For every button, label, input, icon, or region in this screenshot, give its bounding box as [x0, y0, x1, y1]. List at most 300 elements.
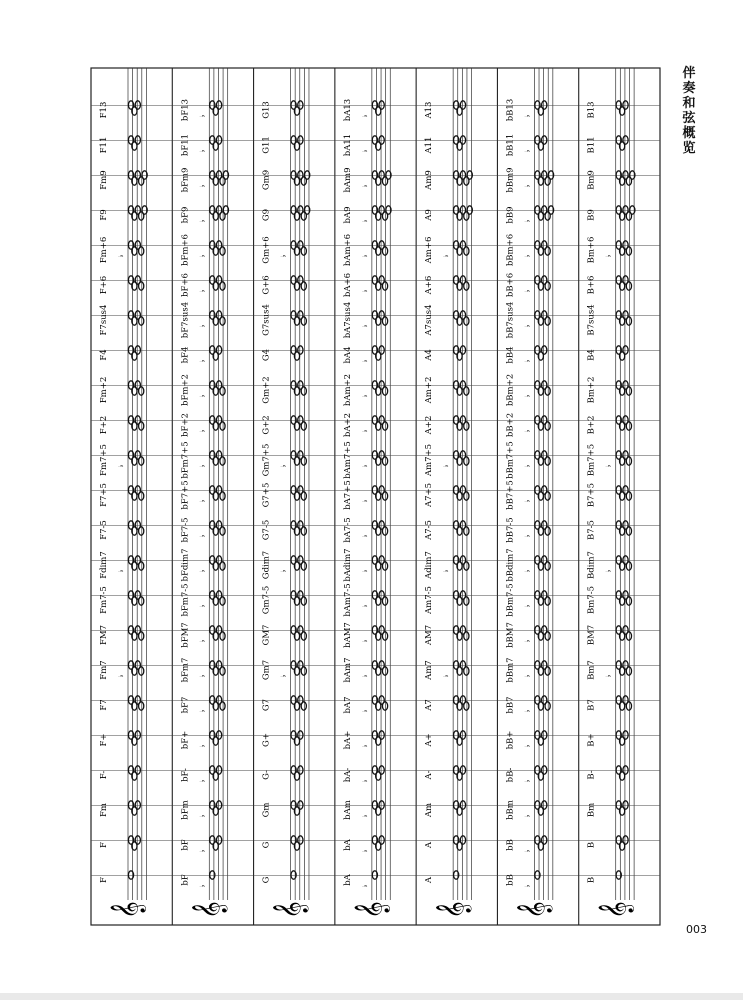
note-head: [542, 136, 547, 144]
note-head: [460, 801, 465, 809]
note-head: [545, 422, 550, 430]
chord-label: bF-: [180, 768, 191, 782]
chord-label: B9: [586, 209, 597, 221]
note-head: [220, 387, 225, 395]
chord-label: bA9: [342, 206, 353, 224]
note-head: [542, 836, 547, 844]
note-head: [545, 667, 550, 675]
chord-label: Fm7-5: [99, 586, 109, 614]
note-head: [460, 766, 465, 774]
page-side-title: 伴奏和弦概览: [682, 66, 696, 156]
note-head: [626, 422, 631, 430]
chord-label: G: [261, 876, 272, 884]
chord-label: Fdim7: [99, 551, 109, 579]
note-head: [545, 527, 550, 535]
chord-label: bA: [342, 874, 353, 886]
accidental-mark: ♭: [198, 289, 207, 293]
note-head: [135, 731, 140, 739]
note-head: [626, 632, 631, 640]
chord-label: bB7+5: [505, 480, 516, 510]
chord-label: FM7: [99, 624, 109, 646]
note-head: [216, 346, 221, 354]
note-head: [220, 317, 225, 325]
accidental-mark: ♭: [523, 604, 532, 608]
note-head: [139, 492, 144, 500]
chord-label: bA7: [342, 696, 353, 714]
accidental-mark: ♭: [360, 569, 369, 573]
note-head: [298, 801, 303, 809]
chord-label: Am+2: [424, 376, 435, 404]
chord-label: B: [586, 841, 597, 849]
accidental-mark: ♭: [523, 184, 532, 188]
chord-label: bFm9: [180, 167, 191, 193]
chord-label: bAM7: [342, 622, 353, 648]
chord-label: bAm7-5: [342, 583, 353, 617]
note-head: [464, 422, 469, 430]
chord-label: bF: [180, 874, 191, 886]
note-head: [460, 731, 465, 739]
chord-label: bFm+6: [180, 234, 191, 266]
note-head: [139, 562, 144, 570]
note-head: [464, 702, 469, 710]
chord-label: bAm: [342, 800, 353, 820]
note-head: [460, 101, 465, 109]
accidental-mark: ♭: [360, 814, 369, 818]
chord-label: bA+2: [342, 412, 353, 438]
accidental-mark: ♭: [523, 429, 532, 433]
accidental-mark: ♭: [279, 569, 288, 573]
chord-label: B: [586, 876, 597, 884]
note-head: [382, 702, 387, 710]
note-head: [626, 527, 631, 535]
note-head: [216, 136, 221, 144]
chord-label: B4: [586, 349, 597, 361]
note-head: [298, 101, 303, 109]
chord-label: bB7sus4: [505, 301, 516, 339]
note-head: [220, 282, 225, 290]
chord-label: bF+6: [180, 273, 191, 297]
chord-label: G+: [261, 733, 272, 747]
accidental-mark: ♭: [360, 674, 369, 678]
accidental-mark: ♭: [198, 849, 207, 853]
chord-label: bF9: [180, 206, 191, 224]
accidental-mark: ♭: [279, 674, 288, 678]
chord-label: bB13: [505, 98, 516, 122]
note-head: [301, 597, 306, 605]
chord-label: bA+6: [342, 272, 353, 298]
chord-label: B+: [586, 733, 597, 747]
note-head: [382, 282, 387, 290]
chord-label: bF7: [180, 696, 191, 714]
note-head: [216, 101, 221, 109]
note-head: [545, 492, 550, 500]
chord-label: bB11: [505, 133, 516, 157]
note-head: [220, 527, 225, 535]
note-head: [379, 731, 384, 739]
note-head: [626, 387, 631, 395]
chord-label: bFdim7: [180, 548, 191, 582]
accidental-mark: ♭: [360, 464, 369, 468]
chord-label: bBm7+5: [505, 441, 516, 479]
accidental-mark: ♭: [360, 219, 369, 223]
note-head: [139, 527, 144, 535]
chord-label: bAm+2: [342, 373, 353, 407]
note-head: [626, 247, 631, 255]
chord-label: bA7sus4: [342, 301, 353, 339]
note-head: [139, 597, 144, 605]
chord-label: Bm7+5: [586, 443, 597, 477]
note-head: [382, 562, 387, 570]
accidental-mark: ♭: [523, 674, 532, 678]
note-head: [298, 731, 303, 739]
chord-label: Gm7: [261, 659, 272, 681]
note-head: [460, 346, 465, 354]
note-head: [139, 422, 144, 430]
chord-label: F+2: [99, 415, 109, 435]
note-head: [298, 836, 303, 844]
note-head: [464, 562, 469, 570]
accidental-mark: ♭: [442, 464, 451, 468]
chord-label: bB: [505, 839, 516, 851]
chord-label: bA7-5: [342, 517, 353, 543]
note-head: [545, 317, 550, 325]
chord-label: bAm7+5: [342, 441, 353, 479]
accidental-mark: ♭: [198, 534, 207, 538]
accidental-mark: ♭: [360, 184, 369, 188]
accidental-mark: ♭: [360, 744, 369, 748]
accidental-mark: ♭: [198, 429, 207, 433]
note-head: [135, 346, 140, 354]
accidental-mark: ♭: [198, 499, 207, 503]
accidental-mark: ♭: [198, 149, 207, 153]
note-head: [301, 632, 306, 640]
accidental-mark: ♭: [360, 114, 369, 118]
note-head: [623, 731, 628, 739]
chord-label: B11: [586, 136, 597, 154]
chord-label: Fm7: [99, 660, 109, 680]
accidental-mark: ♭: [523, 499, 532, 503]
note-head: [139, 282, 144, 290]
note-head: [135, 136, 140, 144]
note-head: [382, 527, 387, 535]
chord-label: bBm9: [505, 167, 516, 193]
chord-label: bF: [180, 839, 191, 851]
note-head: [460, 836, 465, 844]
accidental-mark: ♭: [198, 464, 207, 468]
accidental-mark: ♭: [198, 744, 207, 748]
accidental-mark: ♭: [523, 254, 532, 258]
chord-label: F+6: [99, 275, 109, 295]
chord-label: bF7sus4: [180, 301, 191, 339]
note-head: [301, 317, 306, 325]
note-head: [382, 387, 387, 395]
accidental-mark: ♭: [360, 604, 369, 608]
note-head: [135, 101, 140, 109]
note-head: [626, 492, 631, 500]
accidental-mark: ♭: [198, 324, 207, 328]
note-head: [542, 766, 547, 774]
chord-label: A+: [424, 733, 435, 747]
accidental-mark: ♭: [523, 709, 532, 713]
chord-label: bFm7+5: [180, 441, 191, 479]
accidental-mark: ♭: [360, 849, 369, 853]
chord-label: G7-5: [261, 519, 272, 541]
accidental-mark: ♭: [198, 779, 207, 783]
note-head: [464, 387, 469, 395]
bottom-scan-band: [0, 993, 743, 1000]
accidental-mark: ♭: [360, 779, 369, 783]
chord-label: G: [261, 841, 272, 849]
note-head: [382, 667, 387, 675]
note-head: [626, 317, 631, 325]
note-head: [464, 247, 469, 255]
chord-label: Gm7+5: [261, 443, 272, 477]
accidental-mark: ♭: [360, 884, 369, 888]
accidental-mark: ♭: [360, 534, 369, 538]
accidental-mark: ♭: [442, 569, 451, 573]
note-head: [626, 562, 631, 570]
accidental-mark: ♭: [198, 639, 207, 643]
chord-label: bA7+5: [342, 480, 353, 510]
note-head: [382, 422, 387, 430]
note-head: [301, 387, 306, 395]
accidental-mark: ♭: [360, 149, 369, 153]
chord-label: Gm7-5: [261, 585, 272, 615]
accidental-mark: ♭: [198, 184, 207, 188]
chord-label: bF7+5: [180, 480, 191, 510]
chord-label: F11: [99, 136, 109, 154]
note-head: [545, 282, 550, 290]
chord-label: bA+: [342, 730, 353, 750]
note-head: [464, 492, 469, 500]
chord-label: A7-5: [424, 520, 435, 540]
chord-label: F-: [99, 770, 109, 780]
accidental-mark: ♭: [279, 254, 288, 258]
chord-label: bB4: [505, 346, 516, 364]
chord-label: Am+6: [424, 236, 435, 264]
chord-label: AM7: [424, 624, 435, 646]
chord-label: bB: [505, 874, 516, 886]
staff-band-G: [254, 68, 335, 925]
chord-label: A-: [424, 770, 435, 780]
chord-label: bB9: [505, 206, 516, 224]
chord-label: Bm+2: [586, 376, 597, 404]
note-head: [301, 282, 306, 290]
chord-label: bA: [342, 839, 353, 851]
chord-label: A7: [424, 699, 435, 711]
chord-label: Fm9: [99, 170, 109, 190]
chord-label: A9: [424, 209, 435, 221]
chord-label: A+2: [424, 415, 435, 435]
chord-label: B7sus4: [586, 304, 597, 336]
chord-label: Gm9: [261, 169, 272, 191]
chord-label: A7sus4: [424, 304, 435, 336]
note-head: [623, 136, 628, 144]
accidental-mark: ♭: [523, 849, 532, 853]
chord-label: F7sus4: [99, 304, 109, 336]
chord-label: bAm7: [342, 657, 353, 683]
chord-label: bAm9: [342, 167, 353, 193]
note-head: [382, 457, 387, 465]
accidental-mark: ♭: [198, 674, 207, 678]
note-head: [139, 702, 144, 710]
note-head: [139, 632, 144, 640]
chord-label: F9: [99, 209, 109, 221]
note-head: [382, 597, 387, 605]
chord-label: bF7-5: [180, 517, 191, 543]
chord-label: F+: [99, 733, 109, 747]
note-head: [301, 527, 306, 535]
chord-label: F13: [99, 101, 109, 119]
accidental-mark: ♭: [360, 394, 369, 398]
note-head: [298, 766, 303, 774]
note-head: [623, 346, 628, 354]
accidental-mark: ♭: [360, 499, 369, 503]
note-head: [301, 422, 306, 430]
note-head: [382, 317, 387, 325]
chord-label: F7+5: [99, 483, 109, 507]
accidental-mark: ♭: [360, 429, 369, 433]
chord-label: G+6: [261, 275, 272, 295]
chord-label: Bm9: [586, 170, 597, 190]
note-head: [542, 801, 547, 809]
chord-label: bA11: [342, 133, 353, 157]
chord-label: bF+2: [180, 413, 191, 437]
note-head: [139, 667, 144, 675]
chord-label: Gdim7: [261, 550, 272, 580]
accidental-mark: ♭: [523, 149, 532, 153]
accidental-mark: ♭: [360, 639, 369, 643]
chord-label: A13: [424, 101, 435, 119]
page-number: 003: [686, 923, 707, 936]
note-head: [301, 492, 306, 500]
note-head: [135, 801, 140, 809]
staff-band-A: [416, 68, 497, 925]
accidental-mark: ♭: [523, 464, 532, 468]
chord-label: A+6: [424, 275, 435, 295]
accidental-mark: ♭: [117, 674, 125, 678]
chord-label: bF11: [180, 133, 191, 157]
note-head: [301, 457, 306, 465]
note-head: [382, 247, 387, 255]
chord-label: bBm7: [505, 657, 516, 683]
note-head: [464, 597, 469, 605]
note-head: [542, 731, 547, 739]
accidental-mark: ♭: [198, 394, 207, 398]
note-head: [382, 632, 387, 640]
chord-label: Gm+6: [261, 236, 272, 264]
note-head: [464, 527, 469, 535]
note-head: [464, 667, 469, 675]
chord-label: bA-: [342, 767, 353, 783]
chord-label: bF13: [180, 98, 191, 122]
note-head: [301, 247, 306, 255]
chord-label: A7+5: [424, 482, 435, 508]
chord-label: Am7-5: [424, 586, 435, 614]
chord-label: bF4: [180, 346, 191, 364]
chord-label: bB7: [505, 696, 516, 714]
chord-label: Am7: [424, 660, 435, 680]
treble-clef: 𝄞: [598, 901, 634, 919]
chord-label: bBm7-5: [505, 583, 516, 617]
accidental-mark: ♭: [198, 709, 207, 713]
accidental-mark: ♭: [523, 814, 532, 818]
note-head: [379, 801, 384, 809]
note-head: [464, 317, 469, 325]
note-head: [379, 836, 384, 844]
chord-label: F4: [99, 349, 109, 361]
chord-label: B+2: [586, 415, 597, 435]
note-head: [626, 702, 631, 710]
accidental-mark: ♭: [198, 254, 207, 258]
note-head: [379, 346, 384, 354]
chord-label: B7+5: [586, 482, 597, 508]
chord-label: bBM7: [505, 622, 516, 648]
note-head: [135, 836, 140, 844]
note-head: [623, 836, 628, 844]
staff-band-bA: [335, 68, 416, 925]
note-head: [626, 597, 631, 605]
accidental-mark: ♭: [523, 394, 532, 398]
treble-clef: 𝄞: [354, 901, 390, 919]
note-head: [220, 632, 225, 640]
note-head: [379, 101, 384, 109]
note-head: [626, 457, 631, 465]
accidental-mark: ♭: [523, 534, 532, 538]
chord-label: Am7+5: [424, 443, 435, 477]
chord-label: G11: [261, 136, 272, 154]
chord-label: Fm+2: [99, 376, 109, 404]
note-head: [464, 457, 469, 465]
chord-label: Fm: [99, 803, 109, 817]
note-head: [216, 731, 221, 739]
accidental-mark: ♭: [360, 359, 369, 363]
note-head: [220, 247, 225, 255]
note-head: [301, 667, 306, 675]
chord-label: F: [99, 877, 109, 883]
chord-label: B13: [586, 101, 597, 119]
note-head: [301, 562, 306, 570]
chord-label: Fm+6: [99, 236, 109, 264]
note-head: [545, 247, 550, 255]
accidental-mark: ♭: [117, 464, 125, 468]
chord-label: A11: [424, 136, 435, 154]
treble-clef: 𝄞: [435, 901, 471, 919]
chord-label: G7: [261, 698, 272, 712]
accidental-mark: ♭: [523, 114, 532, 118]
accidental-mark: ♭: [523, 359, 532, 363]
accidental-mark: ♭: [442, 254, 451, 258]
chord-label: bB-: [505, 767, 516, 783]
chord-label: F: [99, 842, 109, 848]
chord-label: bB+2: [505, 412, 516, 438]
note-head: [298, 346, 303, 354]
note-head: [623, 801, 628, 809]
accidental-mark: ♭: [523, 324, 532, 328]
chord-label: A: [424, 876, 435, 884]
note-head: [545, 597, 550, 605]
chord-label: Fm7+5: [99, 444, 109, 476]
note-head: [220, 667, 225, 675]
chord-label: bF+: [180, 730, 191, 750]
accidental-mark: ♭: [117, 569, 125, 573]
chord-label: bAm+6: [342, 233, 353, 267]
accidental-mark: ♭: [523, 569, 532, 573]
accidental-mark: ♭: [523, 779, 532, 783]
chord-label: bFM7: [180, 622, 191, 648]
note-head: [464, 632, 469, 640]
chord-label: bA13: [342, 98, 353, 122]
